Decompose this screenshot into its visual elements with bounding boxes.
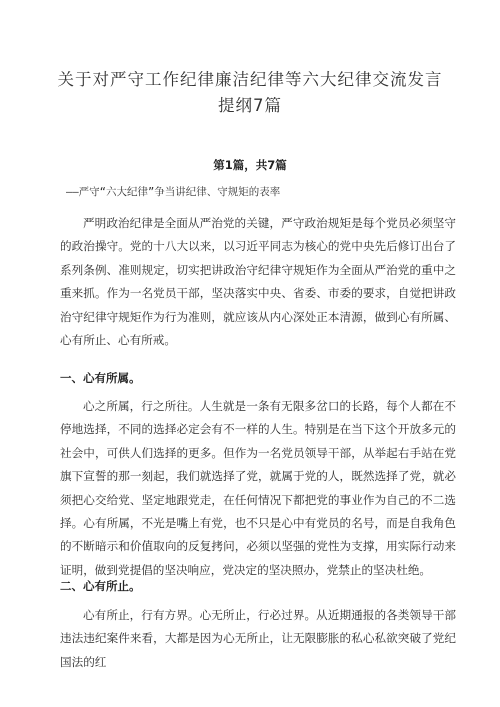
section-heading-1: 一、心有所属。 — [60, 371, 141, 385]
document-subtitle: ——严守“六大纪律”争当讲纪律、守规矩的表率 — [66, 186, 281, 198]
document-title-line1: 关于对严守工作纪律廉洁纪律等六大纪律交流发言 — [57, 70, 443, 89]
section-count: 第1篇，共7篇 — [213, 158, 287, 172]
paragraph-section-1: 心之所属，行之所往。人生就是一条有无限多岔口的长路，每个人都在不停地选择，不同的选择必定会有不一样的人生。特别是在当下这个开放多元的社会中，可供人们选择的更多。但作为一名党员领导干部，从举起右手站在党旗下宣誓的那一刻起，我们就选择了党，就属于党的人，既然选择了党，就必须把心交给党、坚定地跟党走，在任何情况下都把党的事业作为自己的不二选择。心有所属，不光是嘴上有党，也不只是心中有党员的名号，而是自我角色的不断暗示和价值取向的反复拷问，必须以坚强的党性为支撑，用实际行动来证明，做到党提倡的坚决响应，党决定的坚决照办，党禁止的坚决杜绝。 — [60, 399, 456, 577]
document-title-line2: 提纲7篇 — [218, 96, 282, 115]
paragraph-section-2: 心有所止，行有方界。心无所止，行必过界。从近期通报的各类领导干部违法违纪案件来看，大都是因为心无所止，让无限膨胀的私心私欲突破了党纪国法的红 — [60, 608, 456, 669]
section-heading-2: 二、心有所止。 — [60, 579, 141, 593]
paragraph-intro: 严明政治纪律是全面从严治党的关键，严守政治规矩是每个党员必须坚守的政治操守。党的十八大以来，以习近平同志为核心的党中央先后修订出台了系列条例、准则规定，切实把讲政治守纪律守规矩作为全面从严治党的重中之重来抓。作为一名党员干部，坚决落实中央、省委、市委的要求，自觉把讲政治守纪律守规矩作为行为准则，就应该从内心深处正本清源，做到心有所属、心有所止、心有所戒。 — [60, 216, 456, 348]
